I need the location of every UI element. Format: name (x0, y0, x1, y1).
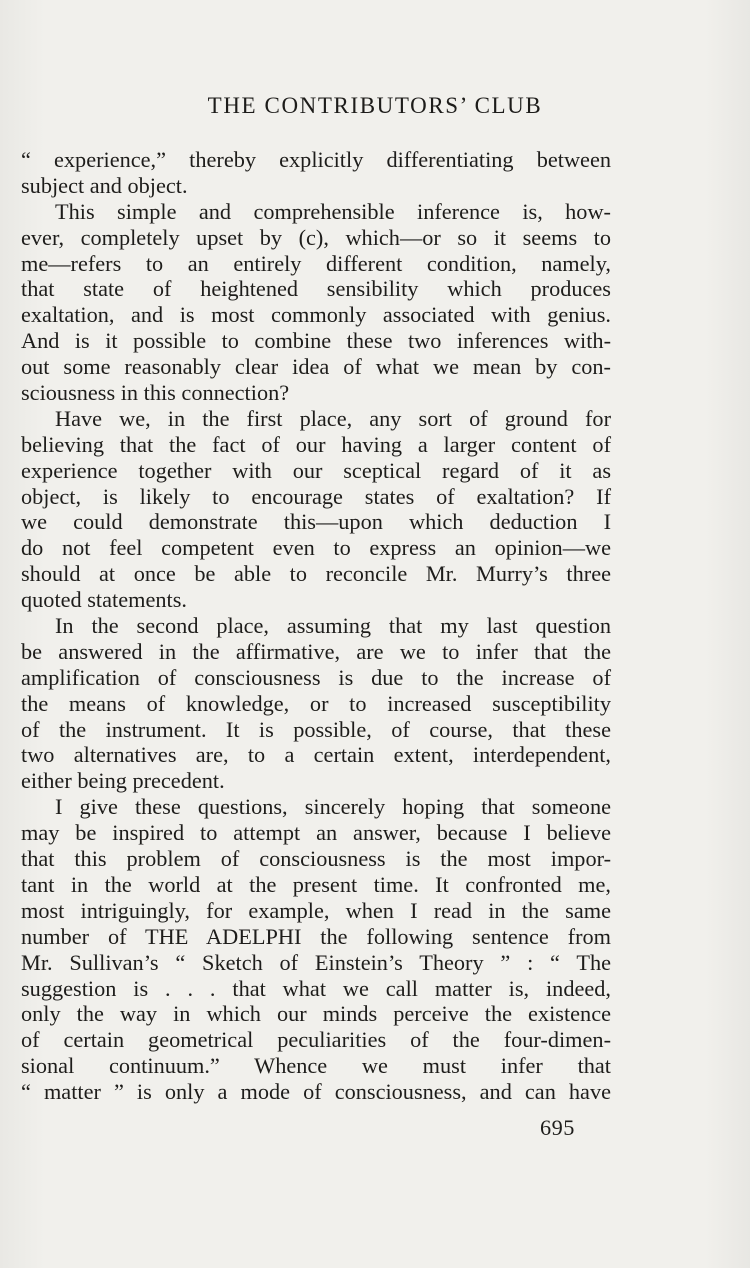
text-line: of certain geometrical peculiarities of the four-dimen- (21, 1027, 611, 1053)
text-line: out some reasonably clear idea of what we mean by con- (21, 354, 611, 380)
text-line: most intriguingly, for example, when I read in the same (21, 897, 611, 923)
text-line: exaltation, and is most commonly associated with genius. (21, 302, 611, 328)
text-line: tant in the world at the present time. It confronted me, (21, 871, 611, 897)
text-line: sciousness in this connection? (21, 380, 290, 406)
text-line: two alternatives are, to a certain extent, interdependent, (21, 742, 611, 768)
text-line: object, is likely to encourage states of exaltation? If (21, 483, 611, 509)
text-line: either being precedent. (21, 768, 225, 794)
text-line: Mr. Sullivan’s “ Sketch of Einstein’s Theory ” : “ The (21, 949, 611, 975)
text-line: “ matter ” is only a mode of consciousness, and can have (21, 1079, 611, 1105)
text-line: we could demonstrate this—upon which deduction I (21, 509, 611, 535)
text-line: amplification of consciousness is due to the increase of (21, 664, 611, 690)
text-line: This simple and comprehensible inference is, how- (55, 198, 611, 224)
text-line: be answered in the affirmative, are we to infer that the (21, 638, 611, 664)
text-line: of the instrument. It is possible, of course, that these (21, 716, 611, 742)
running-head: THE CONTRIBUTORS’ CLUB (207, 93, 543, 118)
text-line: subject and object. (21, 172, 188, 198)
text-line: experience together with our sceptical regard of it as (21, 457, 611, 483)
text-line: And is it possible to combine these two inferences with- (21, 328, 611, 354)
text-line: that state of heightened sensibility which produces (21, 276, 611, 302)
body-text (21, 147, 611, 1105)
text-line: suggestion is . . . that what we call matter is, indeed, (21, 975, 611, 1001)
text-line: the means of knowledge, or to increased susceptibility (21, 690, 611, 716)
text-line: I give these questions, sincerely hoping that someone (55, 794, 611, 820)
text-line: number of THE ADELPHI the following sentence from (21, 923, 611, 949)
text-line: do not feel competent even to express an opinion—we (21, 535, 611, 561)
text-line: In the second place, assuming that my last question (55, 613, 611, 639)
text-line: quoted statements. (21, 587, 187, 613)
page-number: 695 (540, 1115, 575, 1140)
text-line: me—refers to an entirely different condition, namely, (21, 250, 611, 276)
text-line: Have we, in the first place, any sort of ground for (55, 405, 611, 431)
text-line: ever, completely upset by (c), which—or so it seems to (21, 224, 611, 250)
text-line: sional continuum.” Whence we must infer that (21, 1053, 611, 1079)
text-line: should at once be able to reconcile Mr. Murry’s three (21, 561, 611, 587)
text-line: believing that the fact of our having a larger content of (21, 431, 611, 457)
text-line: may be inspired to attempt an answer, because I believe (21, 820, 611, 846)
text-line: that this problem of consciousness is the most impor- (21, 846, 611, 872)
text-line: only the way in which our minds perceive the existence (21, 1001, 611, 1027)
text-line: “ experience,” thereby explicitly differentiating between (21, 147, 611, 172)
